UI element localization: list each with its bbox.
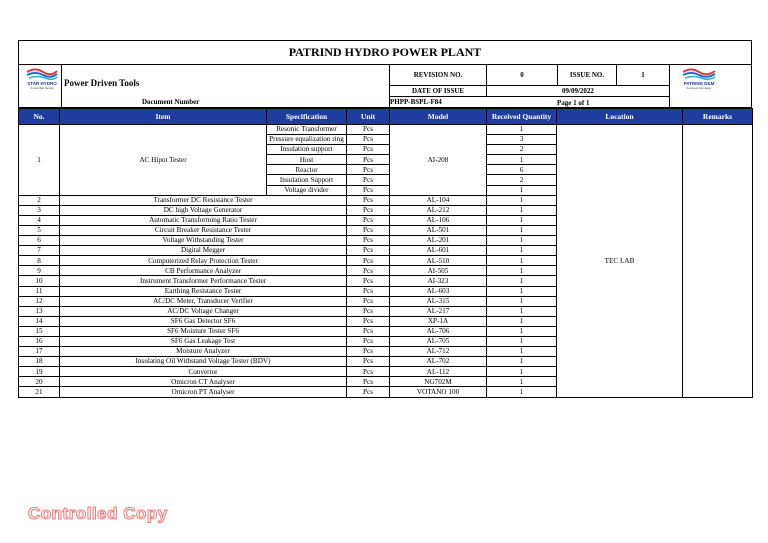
- table-header-row: [19, 109, 753, 125]
- cell-no: 12: [19, 296, 60, 306]
- cell-no: 20: [19, 377, 60, 387]
- cell-unit: Pcs: [347, 125, 390, 135]
- cell-quantity: 1: [487, 195, 557, 205]
- cell-unit: Pcs: [347, 246, 390, 256]
- cell-item: Digital Megger: [60, 246, 347, 256]
- cell-no: 4: [19, 215, 60, 225]
- left-logo-name: STAR HYDRO: [27, 81, 57, 86]
- cell-unit: Pcs: [347, 336, 390, 346]
- cell-unit: Pcs: [347, 367, 390, 377]
- cell-model: AL-104: [390, 195, 487, 205]
- cell-unit: Pcs: [347, 155, 390, 165]
- cell-quantity: 1: [487, 357, 557, 367]
- cell-quantity: 2: [487, 175, 557, 185]
- cell-unit: Pcs: [347, 306, 390, 316]
- cell-quantity: 1: [487, 185, 557, 195]
- cell-quantity: 1: [487, 377, 557, 387]
- cell-unit: Pcs: [347, 236, 390, 246]
- cell-unit: Pcs: [347, 205, 390, 215]
- cell-item: Computerized Relay Protection Tester: [60, 256, 347, 266]
- cell-specification: Pressure equalization ring: [267, 135, 347, 145]
- cell-quantity: 1: [487, 266, 557, 276]
- cell-model: AI-208: [390, 125, 487, 196]
- col-header-item: Item: [60, 109, 267, 125]
- issue-label: ISSUE NO.: [558, 65, 616, 86]
- star-hydro-logo: [23, 67, 61, 90]
- left-logo-sub: A member Group: [30, 86, 54, 90]
- cell-remarks: [683, 125, 753, 398]
- cell-unit: Pcs: [347, 256, 390, 266]
- cell-quantity: 1: [487, 296, 557, 306]
- col-header-no: No.: [19, 109, 60, 125]
- table-row: [19, 125, 753, 135]
- cell-quantity: 1: [487, 336, 557, 346]
- cell-unit: Pcs: [347, 276, 390, 286]
- cell-location: TEC LAB: [557, 125, 683, 398]
- cell-no: 10: [19, 276, 60, 286]
- cell-item: Transformer DC Resistance Tester: [60, 195, 347, 205]
- table-body: [19, 125, 753, 398]
- cell-quantity: 1: [487, 367, 557, 377]
- doc-title: Power Driven Tools: [64, 78, 140, 88]
- cell-unit: Pcs: [347, 286, 390, 296]
- cell-item: SF6 Gas Detector SF6: [60, 316, 347, 326]
- cell-item: Insulating Oil Withstand Voltage Tester (BDV): [60, 357, 347, 367]
- cell-model: VOTANO 100: [390, 387, 487, 397]
- cell-quantity: 1: [487, 347, 557, 357]
- cell-no: 13: [19, 306, 60, 316]
- cell-unit: Pcs: [347, 195, 390, 205]
- cell-quantity: 1: [487, 306, 557, 316]
- cell-specification: Reactor: [267, 165, 347, 175]
- col-header-unit: Unit: [347, 109, 390, 125]
- cell-model: AL-315: [390, 296, 487, 306]
- cell-unit: Pcs: [347, 165, 390, 175]
- cell-no: 15: [19, 326, 60, 336]
- cell-unit: Pcs: [347, 215, 390, 225]
- cell-quantity: 1: [487, 205, 557, 215]
- cell-no: 9: [19, 266, 60, 276]
- patrind-logo: [679, 67, 719, 90]
- cell-model: AL-510: [390, 256, 487, 266]
- doc-number-value: PHPP-BSPL-F84: [390, 98, 442, 106]
- cell-model: NG702M: [390, 377, 487, 387]
- cell-no: 11: [19, 286, 60, 296]
- cell-quantity: 1: [487, 316, 557, 326]
- cell-model: AL-702: [390, 357, 487, 367]
- col-header-specification: Specification: [267, 109, 347, 125]
- cell-quantity: 1: [487, 125, 557, 135]
- col-header-model: Model: [390, 109, 487, 125]
- issue-value: 1: [617, 65, 669, 86]
- cell-no: 7: [19, 246, 60, 256]
- cell-item: AC/DC Meter, Transducer Verifier: [60, 296, 347, 306]
- cell-quantity: 1: [487, 225, 557, 235]
- cell-model: AL-601: [390, 246, 487, 256]
- cell-no: 18: [19, 357, 60, 367]
- cell-no: 16: [19, 336, 60, 346]
- cell-model: AL-212: [390, 205, 487, 215]
- cell-quantity: 1: [487, 236, 557, 246]
- cell-item: CB Performance Analyzer: [60, 266, 347, 276]
- date-value: 09/09/2022: [487, 86, 669, 97]
- cell-item: Omicron PT Analyser: [60, 387, 347, 397]
- cell-model: AL-112: [390, 367, 487, 377]
- logo-waves-icon: [23, 67, 61, 81]
- cell-item: DC high Voltage Generator: [60, 205, 347, 215]
- right-logo-sub: A Group Company: [686, 86, 712, 90]
- cell-no: 19: [19, 367, 60, 377]
- cell-no: 14: [19, 316, 60, 326]
- cell-quantity: 1: [487, 276, 557, 286]
- cell-no: 5: [19, 225, 60, 235]
- cell-model: AL-106: [390, 215, 487, 225]
- cell-model: AI-323: [390, 276, 487, 286]
- cell-quantity: 1: [487, 155, 557, 165]
- cell-model: AL-603: [390, 286, 487, 296]
- col-header-location: Location: [557, 109, 683, 125]
- cell-unit: Pcs: [347, 387, 390, 397]
- cell-item: SF6 Gas Leakage Test: [60, 336, 347, 346]
- cell-item: AC Hipot Tester: [60, 125, 267, 196]
- cell-quantity: 1: [487, 286, 557, 296]
- cell-quantity: 1: [487, 256, 557, 266]
- date-label: DATE OF ISSUE: [390, 86, 486, 97]
- cell-item: Instrument Transformer Performance Tester: [60, 276, 347, 286]
- doc-title-cell: [62, 65, 389, 107]
- cell-model: AL-217: [390, 306, 487, 316]
- cell-unit: Pcs: [347, 266, 390, 276]
- cell-specification: Host: [267, 155, 347, 165]
- col-header-remarks: Remarks: [683, 109, 753, 125]
- cell-no: 8: [19, 256, 60, 266]
- cell-quantity: 3: [487, 135, 557, 145]
- cell-item: Voltage Withstanding Tester: [60, 236, 347, 246]
- logo-waves-icon: [679, 67, 719, 81]
- cell-no: 3: [19, 205, 60, 215]
- cell-item: AC/DC Voltage Changer: [60, 306, 347, 316]
- cell-model: AI-505: [390, 266, 487, 276]
- cell-specification: Insulation support: [267, 145, 347, 155]
- cell-item: Omicron CT Analyser: [60, 377, 347, 387]
- cell-specification: Insulation Support: [267, 175, 347, 185]
- cell-quantity: 6: [487, 165, 557, 175]
- cell-specification: Voltage divider: [267, 185, 347, 195]
- right-logo-name: PATRIND D&M: [683, 81, 715, 86]
- page-title: PATRIND HYDRO POWER PLANT: [18, 40, 752, 65]
- cell-model: AL-201: [390, 236, 487, 246]
- revision-value: 0: [487, 65, 557, 86]
- document-header: [18, 65, 752, 108]
- cell-model: AL-705: [390, 336, 487, 346]
- cell-model: AL-706: [390, 326, 487, 336]
- cell-model: AL-501: [390, 225, 487, 235]
- cell-quantity: 1: [487, 326, 557, 336]
- cell-no: 2: [19, 195, 60, 205]
- revision-label: REVISION NO.: [390, 65, 486, 86]
- cell-quantity: 1: [487, 246, 557, 256]
- cell-model: XP-1A: [390, 316, 487, 326]
- tools-table: [18, 108, 753, 398]
- cell-unit: Pcs: [347, 326, 390, 336]
- cell-item: Earthing Resistance Tester: [60, 286, 347, 296]
- cell-item: Automatic Transforming Ratio Tester: [60, 215, 347, 225]
- doc-number-label: Document Number: [142, 98, 200, 106]
- cell-unit: Pcs: [347, 225, 390, 235]
- cell-quantity: 2: [487, 145, 557, 155]
- cell-no: 21: [19, 387, 60, 397]
- cell-item: SF6 Moisture Tester SF6: [60, 326, 347, 336]
- cell-quantity: 1: [487, 387, 557, 397]
- cell-item: Circuit Breaker Resistance Tester: [60, 225, 347, 235]
- cell-no: 1: [19, 125, 60, 196]
- cell-unit: Pcs: [347, 135, 390, 145]
- cell-specification: Resonic Transformer: [267, 125, 347, 135]
- cell-quantity: 1: [487, 215, 557, 225]
- document-sheet: [18, 40, 752, 398]
- col-header-quantity: Received Quantity: [487, 109, 557, 125]
- cell-no: 17: [19, 347, 60, 357]
- cell-item: Convertor: [60, 367, 347, 377]
- cell-no: 6: [19, 236, 60, 246]
- cell-item: Moisture Analyzer: [60, 347, 347, 357]
- cell-unit: Pcs: [347, 145, 390, 155]
- cell-unit: Pcs: [347, 316, 390, 326]
- cell-unit: Pcs: [347, 377, 390, 387]
- cell-unit: Pcs: [347, 296, 390, 306]
- cell-model: AL-712: [390, 347, 487, 357]
- cell-unit: Pcs: [347, 175, 390, 185]
- cell-unit: Pcs: [347, 357, 390, 367]
- cell-unit: Pcs: [347, 185, 390, 195]
- cell-unit: Pcs: [347, 347, 390, 357]
- controlled-copy-watermark: Controlled Copy: [28, 504, 168, 523]
- page-number: Page 1 of 1: [557, 99, 590, 107]
